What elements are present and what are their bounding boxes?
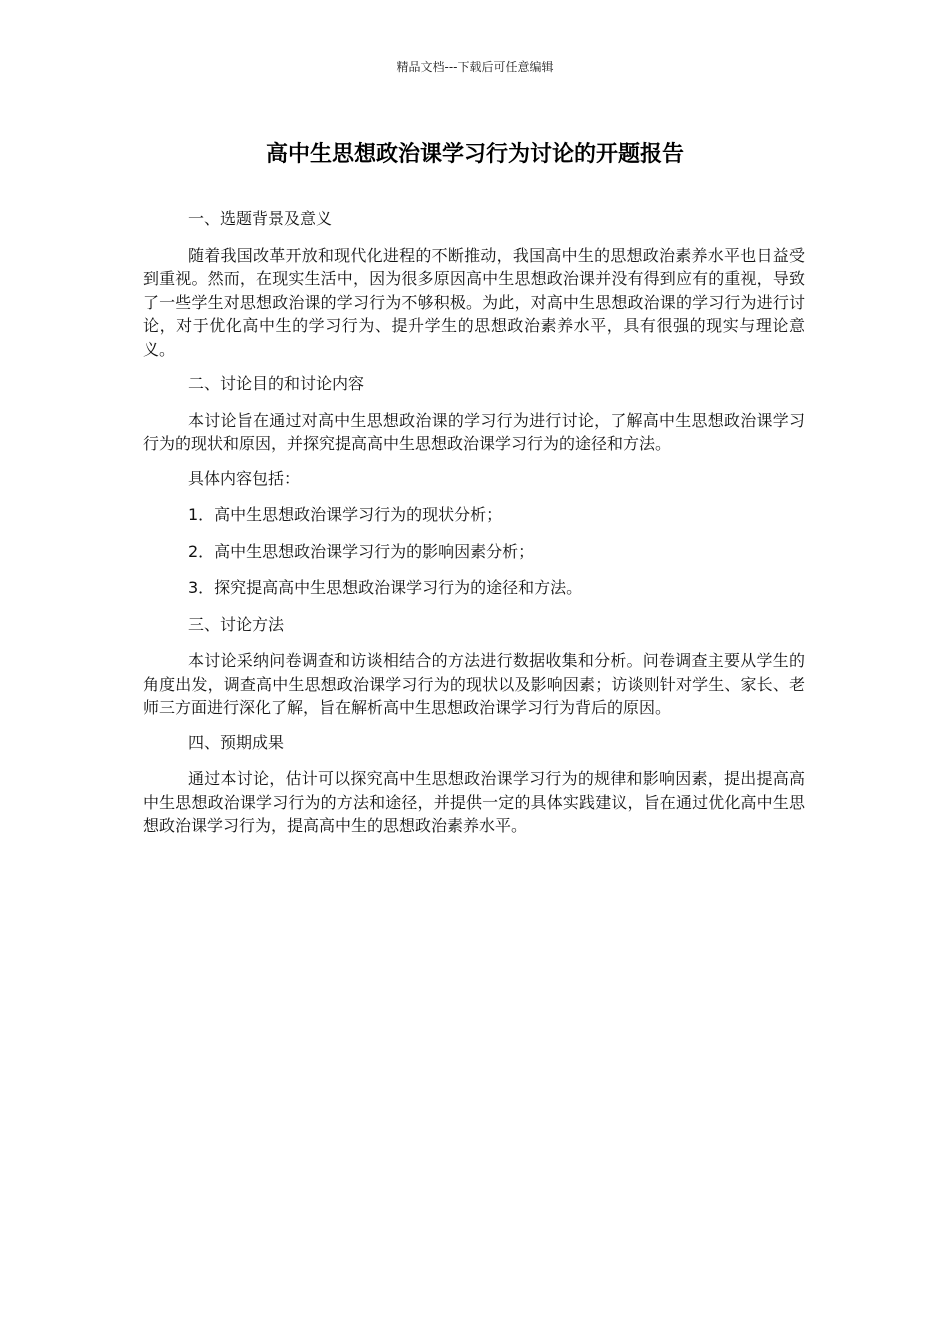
section-heading-background: 一、选题背景及意义 bbox=[188, 209, 333, 228]
list-item-1: 1．高中生思想政治课学习行为的现状分析； bbox=[188, 505, 503, 524]
document-title: 高中生思想政治课学习行为讨论的开题报告 bbox=[265, 142, 684, 167]
document-body bbox=[143, 207, 805, 849]
section-heading-results: 四、预期成果 bbox=[188, 732, 285, 752]
paragraph-purpose: 本讨论旨在通过对高中生思想政治课的学习行为进行讨论，了解高中生思想政治课学习行为的现状和原因，并探究提高高中生思想政治课学习行为的途径和方法。 bbox=[143, 410, 805, 453]
section-heading-method: 三、讨论方法 bbox=[188, 614, 285, 634]
list-item-2: 2．高中生思想政治课学习行为的影响因素分析； bbox=[188, 541, 535, 561]
list-item-3: 3．探究提高高中生思想政治课学习行为的途径和方法。 bbox=[188, 578, 583, 597]
paragraph-content-intro: 具体内容包括： bbox=[188, 468, 301, 488]
header-note: 精品文档---下载后可任意编辑 bbox=[396, 60, 554, 74]
paragraph-background: 随着我国改革开放和现代化进程的不断推动，我国高中生的思想政治素养水平也日益受到重视。然而，在现实生活中，因为很多原因高中生思想政治课并没有得到应有的重视，导致了一些学生对思想政治课的学习行为不够积极。为此，对高中生思想政治课的学习行为进行讨论，对于优化高中生的学习行为、提升学生的思想政治素养水平，具有很强的现实与理论意义。 bbox=[143, 245, 805, 359]
paragraph-method: 本讨论采纳问卷调查和访谈相结合的方法进行数据收集和分析。问卷调查主要从学生的角度出发，调查高中生思想政治课学习行为的现状以及影响因素；访谈则针对学生、家长、老师三方面进行深化了解，旨在解析高中生思想政治课学习行为背后的原因。 bbox=[143, 651, 805, 717]
section-heading-purpose: 二、讨论目的和讨论内容 bbox=[188, 374, 365, 393]
paragraph-results: 通过本讨论，估计可以探究高中生思想政治课学习行为的规律和影响因素，提出提高高中生思想政治课学习行为的方法和途径，并提供一定的具体实践建议，旨在通过优化高中生思想政治课学习行为，提高高中生的思想政治素养水平。 bbox=[143, 769, 805, 835]
